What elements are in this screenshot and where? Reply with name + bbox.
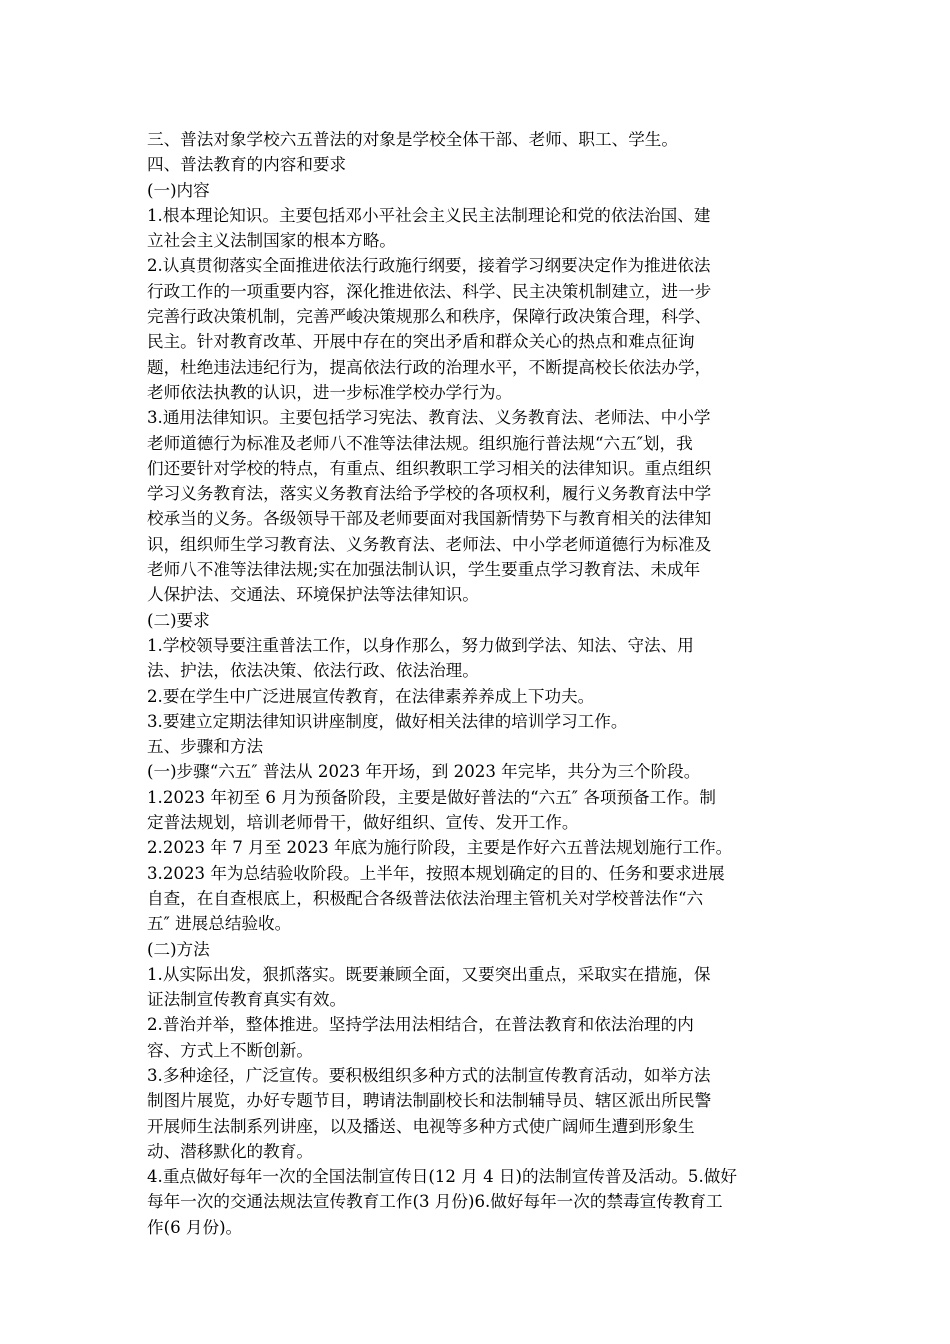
text-line: 2.要在学生中广泛进展宣传教育，在法律素养养成上下功夫。: [147, 686, 595, 706]
text-line: 定普法规划，培训老师骨干，做好组织、宣传、发开工作。: [147, 813, 579, 833]
text-line: 四、普法教育的内容和要求: [147, 155, 347, 175]
text-line: 人保护法、交通法、环境保护法等法律知识。: [147, 585, 479, 605]
text-line: 3.通用法律知识。主要包括学习宪法、教育法、义务教育法、老师法、中小学: [147, 408, 711, 428]
text-line: 老师依法执教的认识，进一步标准学校办学行为。: [147, 382, 513, 402]
text-line: 证法制宣传教育真实有效。: [147, 990, 347, 1010]
text-line: (一)内容: [147, 180, 210, 200]
text-line: 完善行政决策机制，完善严峻决策规那么和秩序，保障行政决策合理，科学、: [147, 307, 712, 327]
document-body: [147, 127, 807, 1240]
text-line: 1.学校领导要注重普法工作，以身作那么，努力做到学法、知法、守法、用: [147, 635, 694, 655]
text-line: 2.普治并举，整体推进。坚持学法用法相结合，在普法教育和依法治理的内: [147, 1015, 694, 1035]
text-line: 容、方式上不断创新。: [147, 1040, 313, 1060]
text-line: 每年一次的交通法规法宣传教育工作(3 月份)6.做好每年一次的禁毒宣传教育工: [147, 1192, 723, 1212]
text-line: 行政工作的一项重要内容，深化推进依法、科学、民主决策机制建立，进一步: [147, 281, 712, 301]
text-line: 作(6 月份)。: [147, 1217, 243, 1237]
text-line: 法、护法，依法决策、依法行政、依法治理。: [147, 661, 479, 681]
text-line: 立社会主义法制国家的根本方略。: [147, 231, 396, 251]
text-line: 2.认真贯彻落实全面推进依法行政施行纲要，接着学习纲要决定作为推进依法: [147, 256, 711, 276]
text-line: 3.要建立定期法律知识讲座制度，做好相关法律的培训学习工作。: [147, 711, 628, 731]
text-line: (二)方法: [147, 939, 210, 959]
text-line: (一)步骤“六五″ 普法从 2023 年开场，到 2023 年完毕，共分为三个阶段。: [147, 762, 701, 782]
text-line: 自查，在自查根底上，积极配合各级普法依法治理主管机关对学校普法作“六: [147, 888, 704, 908]
text-line: 1.从实际出发，狠抓落实。既要兼顾全面，又要突出重点，采取实在措施，保: [147, 964, 711, 984]
text-line: 民主。针对教育改革、开展中存在的突出矛盾和群众关心的热点和难点征询: [147, 332, 695, 352]
text-line: 4.重点做好每年一次的全国法制宣传日(12 月 4 日)的法制宣传普及活动。5.做好: [147, 1167, 737, 1187]
text-line: 五、步骤和方法: [147, 737, 264, 757]
text-line: 老师八不准等法律法规;实在加强法制认识，学生要重点学习教育法、未成年: [147, 560, 701, 580]
text-line: (二)要求: [147, 610, 210, 630]
text-line: 1.2023 年初至 6 月为预备阶段，主要是做好普法的“六五″ 各项预备工作。制: [147, 787, 717, 807]
text-line: 五″ 进展总结验收。: [147, 914, 292, 934]
text-line: 识，组织师生学习教育法、义务教育法、老师法、中小学老师道德行为标准及: [147, 534, 712, 554]
text-line: 3.2023 年为总结验收阶段。上半年，按照本规划确定的目的、任务和要求进展: [147, 863, 725, 883]
text-line: 校承当的义务。各级领导干部及老师要面对我国新情势下与教育相关的法律知: [147, 509, 712, 529]
text-line: 3.多种途径，广泛宣传。要积极组织多种方式的法制宣传教育活动，如举方法: [147, 1065, 711, 1085]
text-line: 老师道德行为标准及老师八不准等法律法规。组织施行普法规“六五″划，我: [147, 433, 693, 453]
text-line: 题，杜绝违法违纪行为，提高依法行政的治理水平，不断提高校长依法办学，: [147, 357, 712, 377]
text-line: 动、潜移默化的教育。: [147, 1141, 313, 1161]
text-line: 2.2023 年 7 月至 2023 年底为施行阶段，主要是作好六五普法规划施行工作。: [147, 838, 733, 858]
text-line: 1.根本理论知识。主要包括邓小平社会主义民主法制理论和党的依法治国、建: [147, 205, 711, 225]
text-line: 学习义务教育法，落实义务教育法给予学校的各项权利，履行义务教育法中学: [147, 484, 712, 504]
text-line: 三、普法对象学校六五普法的对象是学校全体干部、老师、职工、学生。: [147, 130, 678, 149]
text-line: 开展师生法制系列讲座，以及播送、电视等多种方式使广阔师生遭到形象生: [147, 1116, 695, 1136]
text-line: 们还要针对学校的特点，有重点、组织教职工学习相关的法律知识。重点组织: [147, 458, 712, 478]
text-line: 制图片展览，办好专题节目，聘请法制副校长和法制辅导员、辖区派出所民警: [147, 1091, 712, 1111]
